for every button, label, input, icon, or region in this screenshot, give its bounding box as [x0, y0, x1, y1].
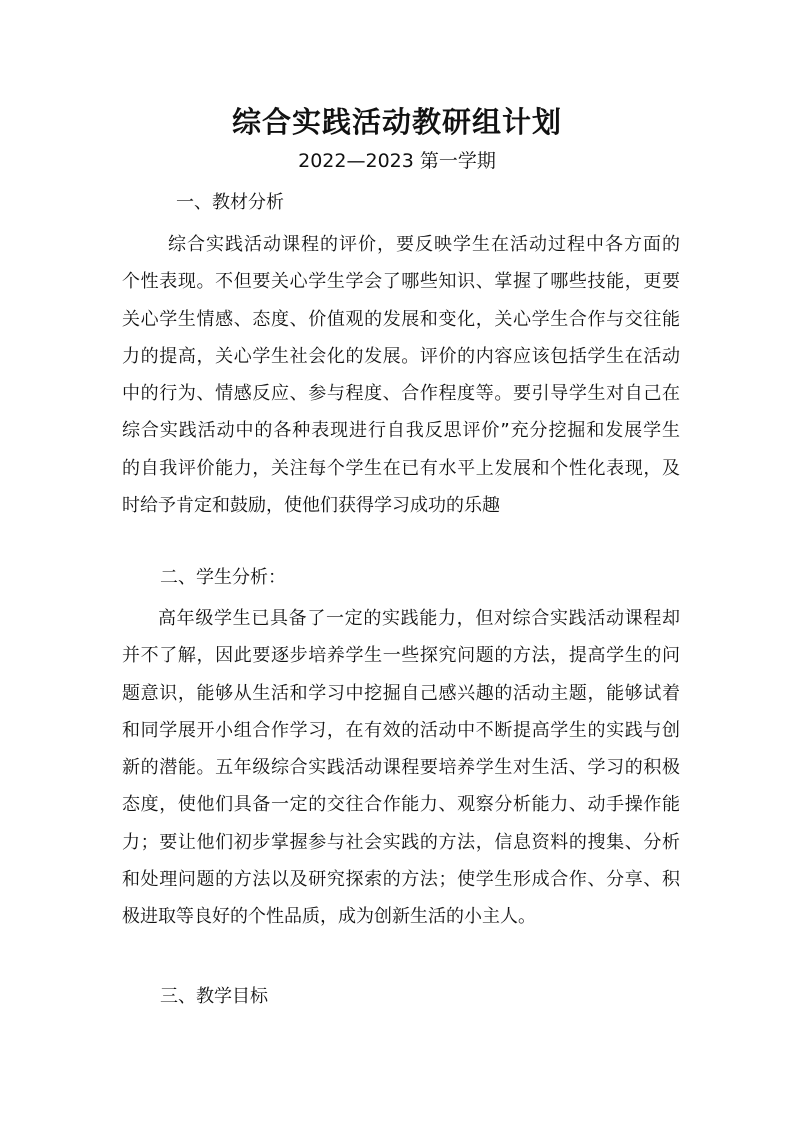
section-heading-materials: 一、教材分析	[176, 192, 284, 213]
document-subtitle: 2022—2023 第一学期	[298, 150, 496, 172]
paragraph-line: 极进取等良好的个性品质，成为创新生活的小主人。	[122, 906, 536, 928]
paragraph-line: 综合实践活动课程的评价，要反映学生在活动过程中各方面的	[168, 234, 680, 255]
section-paragraph-materials	[122, 226, 680, 524]
paragraph-line: 关心学生情感、态度、价值观的发展和变化，关心学生合作与交往能	[122, 308, 680, 330]
paragraph-line: 态度，使他们具备一定的交往合作能力、观察分析能力、动手操作能	[122, 794, 680, 816]
paragraph-line: 和同学展开小组合作学习，在有效的活动中不断提高学生的实践与创	[122, 719, 680, 741]
paragraph-line: 综合实践活动中的各种表现进行自我反思评价”充分挖掘和发展学生	[122, 420, 680, 442]
section-heading-students: 二、学生分析：	[160, 567, 286, 588]
section-paragraph-students	[122, 600, 680, 936]
document-title: 综合实践活动教研组计划	[231, 105, 562, 139]
paragraph-line: 中的行为、情感反应、参与程度、合作程度等。要引导学生对自己在	[122, 383, 680, 405]
paragraph-line: 力；要让他们初步掌握参与社会实践的方法，信息资料的搜集、分析	[122, 831, 680, 853]
paragraph-line: 和处理问题的方法以及研究探索的方法；使学生形成合作、分享、积	[122, 869, 680, 891]
paragraph-line: 题意识，能够从生活和学习中挖掘自己感兴趣的活动主题，能够试着	[122, 682, 680, 704]
paragraph-line: 的自我评价能力，关注每个学生在已有水平上发展和个性化表现，及	[122, 457, 680, 479]
paragraph-line: 并不了解，因此要逐步培养学生一些探究问题的方法，提高学生的问	[122, 645, 680, 667]
paragraph-line: 力的提高，关心学生社会化的发展。评价的内容应该包括学生在活动	[122, 345, 680, 367]
paragraph-line: 个性表现。不但要关心学生学会了哪些知识、掌握了哪些技能，更要	[122, 271, 680, 293]
section-heading-objectives: 三、教学目标	[160, 986, 268, 1007]
paragraph-line: 高年级学生已具备了一定的实践能力，但对综合实践活动课程却	[158, 608, 680, 629]
paragraph-line: 新的潜能。五年级综合实践活动课程要培养学生对生活、学习的积极	[122, 757, 680, 779]
paragraph-line: 时给予肯定和鼓励，使他们获得学习成功的乐趣	[122, 495, 500, 517]
